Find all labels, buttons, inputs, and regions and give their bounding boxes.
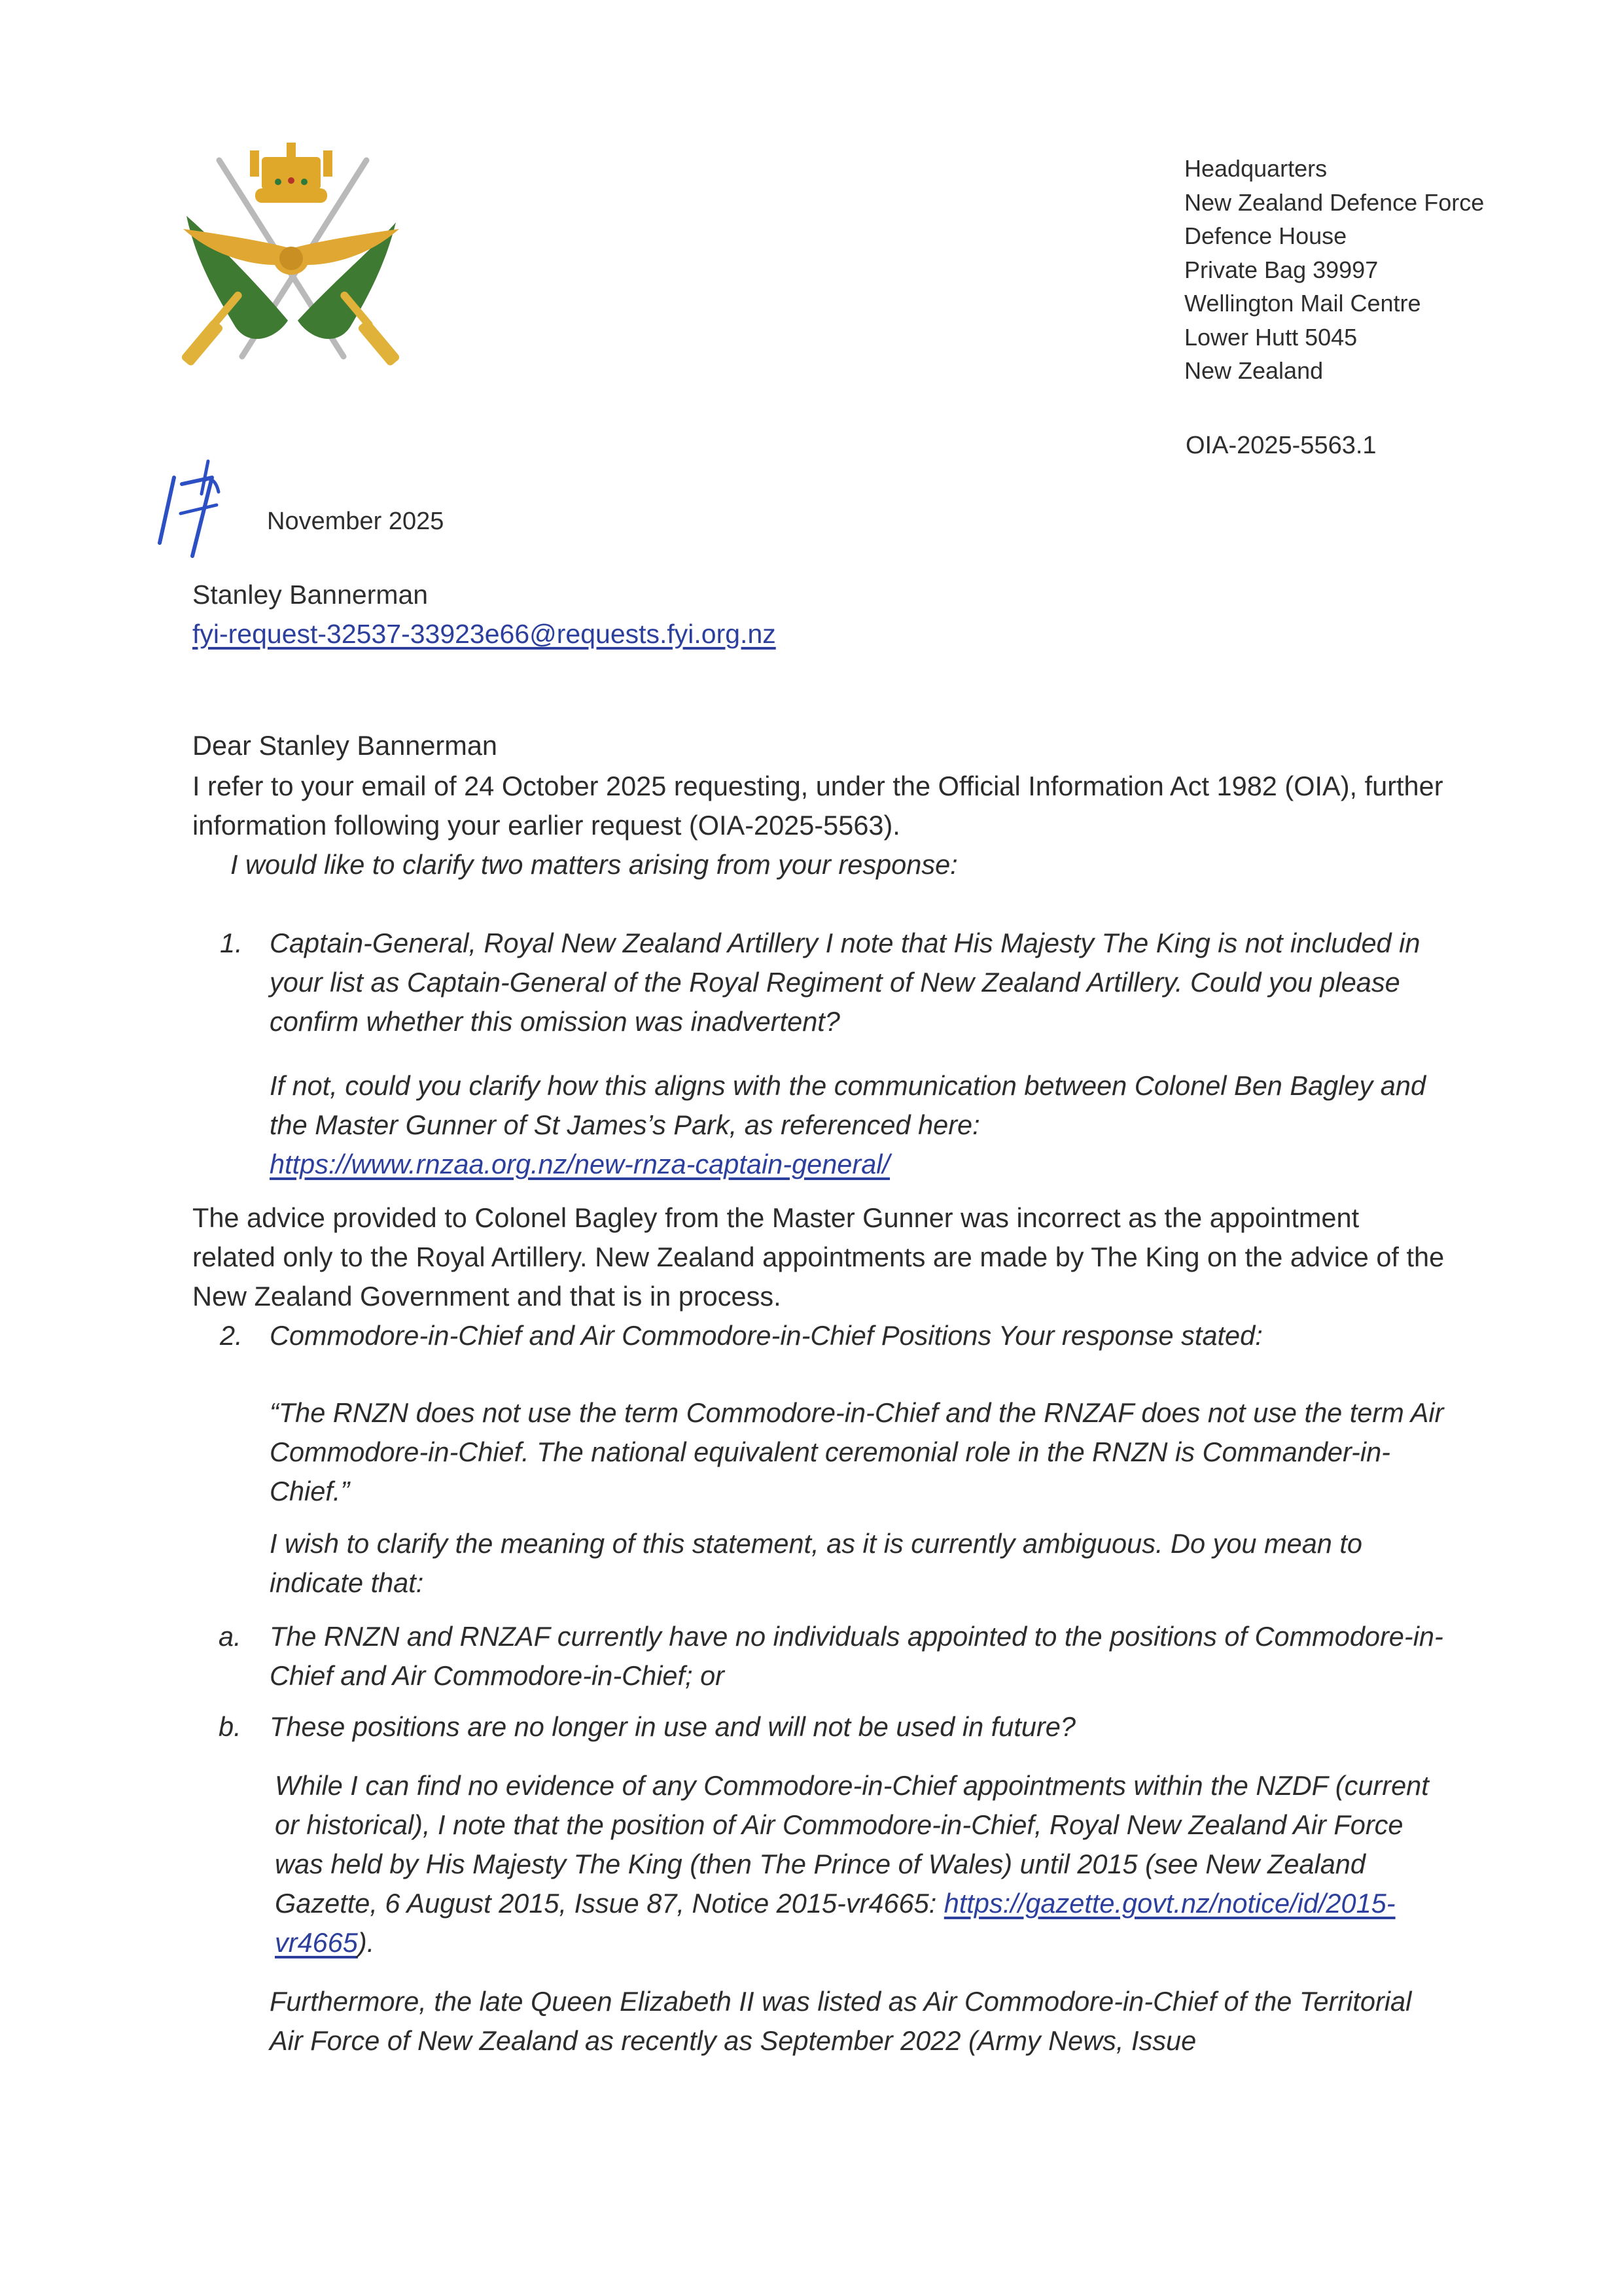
- salutation: Dear Stanley Bannerman: [192, 730, 497, 761]
- gazette-link[interactable]: https://gazette.govt.nz/notice/id/2015-vr4665: [275, 1888, 1396, 1958]
- response-paragraph: The advice provided to Colonel Bagley from the Master Gunner was incorrect as the appointment related only to the Royal Artillery. New Zealand appointments are made by The King on the advice of the New Zealand Government and that is in process.: [192, 1202, 1445, 1312]
- evidence-close: ).: [357, 1927, 375, 1958]
- option-b-text: These positions are no longer in use and will not be used in future?: [270, 1711, 1076, 1742]
- evidence-text: While I can find no evidence of any Commodore-in-Chief appointments within the NZDF (current or historical), I note that the position of Air Commodore-in-Chief, Royal New Zealand Air Force was held by His Majesty The King (then The Prince of Wales) until 2015 (see New Zealand Gazette, 6 August 2015, Issue 87, Notice 2015-vr4665:: [275, 1770, 1429, 1919]
- intro-paragraph: I refer to your email of 24 October 2025 requesting, under the Official Information Act 1982 (OIA), further information following your earlier request (OIA-2025-5563).: [192, 771, 1443, 841]
- sender-address: [1184, 152, 1484, 388]
- reference-number: OIA-2025-5563.1: [1186, 432, 1377, 459]
- nzdf-crest-icon: [177, 131, 406, 379]
- list-number: 1.: [220, 928, 243, 958]
- address-line: New Zealand Defence Force: [1184, 188, 1485, 216]
- item2-quote: “The RNZN does not use the term Commodore-in-Chief and the RNZAF does not use the term Air Commodore-in-Chief. The national equivalent ceremonial role in the RNZN is Commander-in-Chief.”: [270, 1397, 1444, 1506]
- item2-clarify: I wish to clarify the meaning of this statement, as it is currently ambiguous. Do you mean to indicate that:: [270, 1528, 1362, 1598]
- address-line: Private Bag 39997: [1184, 256, 1379, 283]
- address-line: Wellington Mail Centre: [1184, 290, 1421, 317]
- rnzaa-link[interactable]: https://www.rnzaa.org.nz/new-rnza-captain-general/: [270, 1149, 891, 1179]
- recipient-email-link[interactable]: fyi-request-32537-33923e66@requests.fyi.org.nz: [192, 619, 776, 649]
- list-letter: a.: [219, 1621, 241, 1652]
- list-letter: b.: [219, 1711, 241, 1742]
- evidence-paragraph: [275, 1766, 1453, 1962]
- address-line: Defence House: [1184, 222, 1347, 249]
- item1-followup: If not, could you clarify how this aligns with the communication between Colonel Ben Bagley and the Master Gunner of St James’s Park, as referenced here:: [270, 1070, 1426, 1140]
- furthermore-paragraph: Furthermore, the late Queen Elizabeth II was listed as Air Commodore-in-Chief of the Territorial Air Force of New Zealand as recently as September 2022 (Army News, Issue: [270, 1986, 1412, 2056]
- address-line: Headquarters: [1184, 155, 1328, 182]
- address-line: Lower Hutt 5045: [1184, 323, 1358, 351]
- item1-text: Captain-General, Royal New Zealand Artillery I note that His Majesty The King is not included in your list as Captain-General of the Royal Regiment of New Zealand Artillery. Could you please confirm whether this omission was inadvertent?: [270, 928, 1421, 1037]
- option-a-text: The RNZN and RNZAF currently have no individuals appointed to the positions of Commodore-in-Chief and Air Commodore-in-Chief; or: [270, 1621, 1443, 1691]
- recipient-name: Stanley Bannerman: [192, 580, 429, 610]
- request-intro: I would like to clarify two matters arising from your response:: [230, 849, 958, 880]
- list-number: 2.: [220, 1320, 243, 1351]
- letter-date: November 2025: [267, 508, 444, 535]
- address-line: New Zealand: [1184, 357, 1324, 384]
- item2-text: Commodore-in-Chief and Air Commodore-in-Chief Positions Your response stated:: [270, 1320, 1263, 1351]
